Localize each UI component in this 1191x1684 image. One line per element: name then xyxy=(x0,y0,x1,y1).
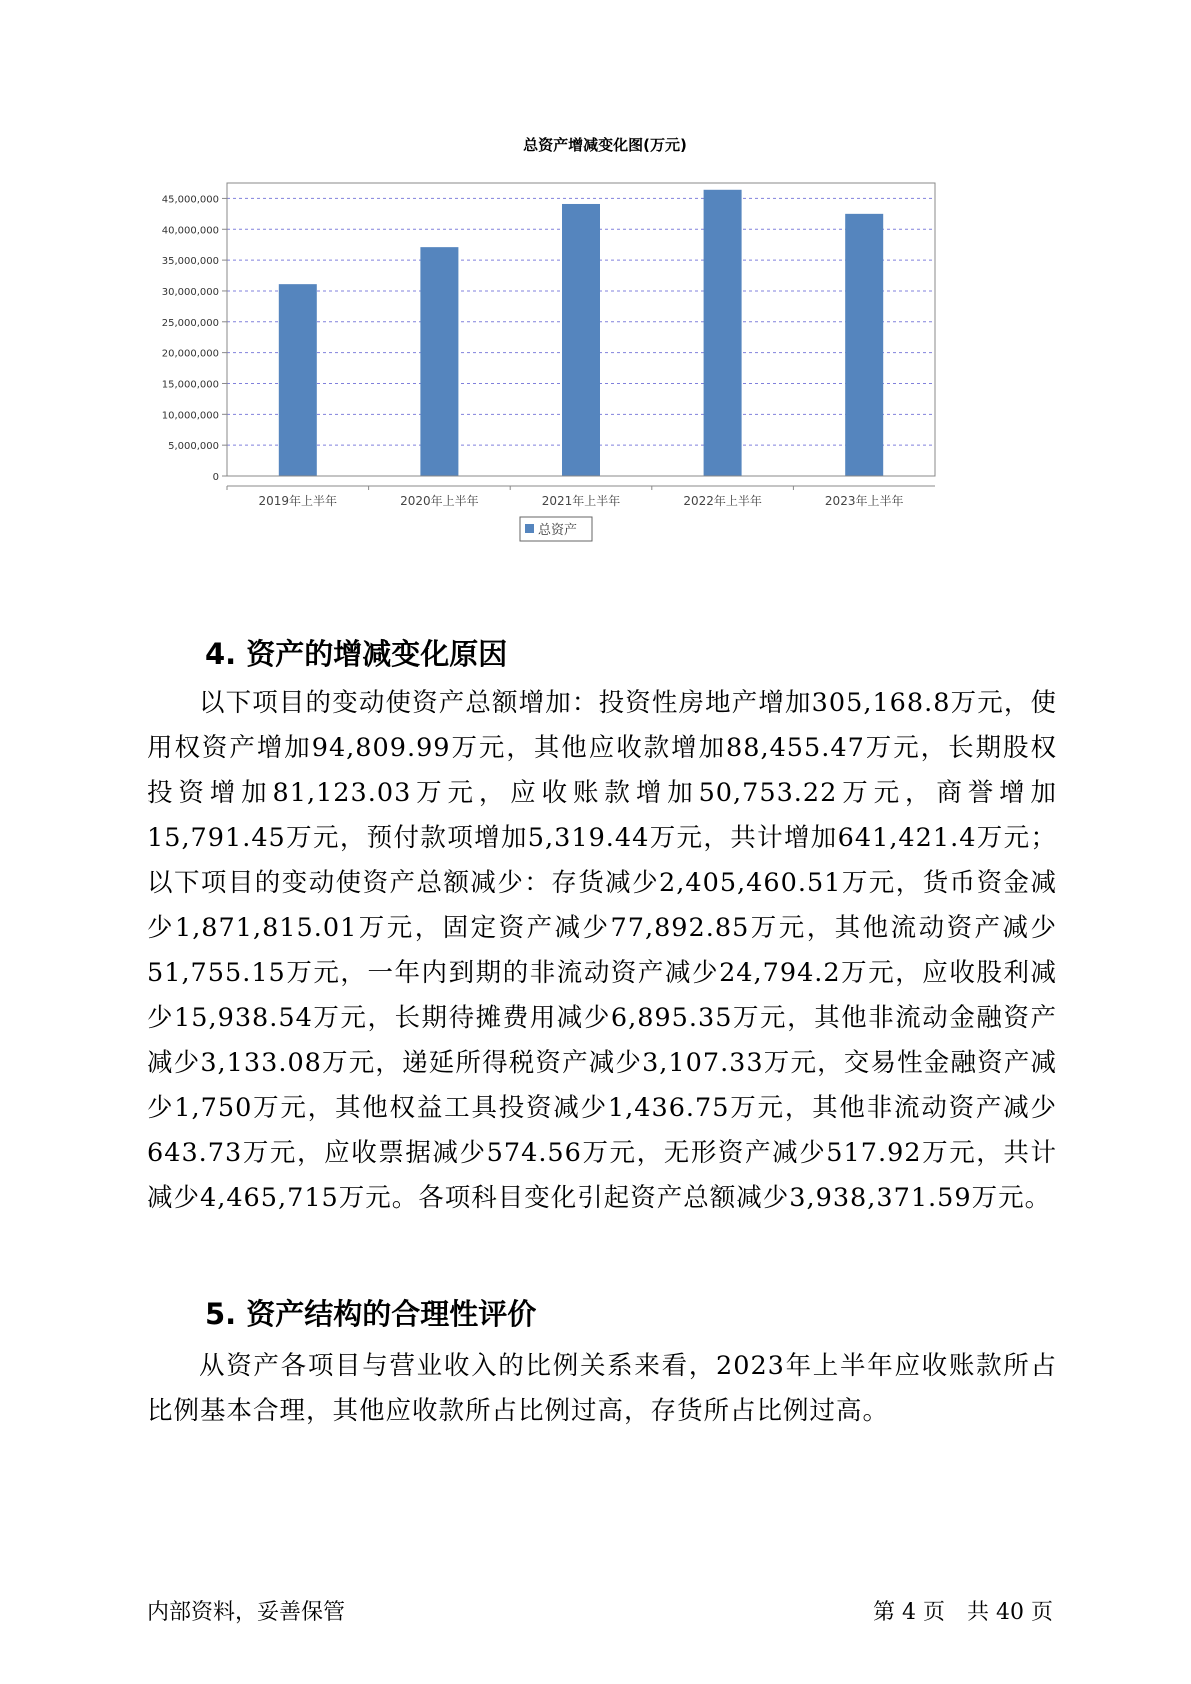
chart-title: 总资产增减变化图(万元) xyxy=(523,136,687,154)
y-tick-label: 35,000,000 xyxy=(161,256,219,268)
x-axis-ticks xyxy=(227,486,903,508)
y-tick-label: 0 xyxy=(212,472,219,483)
y-tick-label: 5,000,000 xyxy=(168,441,219,453)
total-assets-bar-chart xyxy=(130,120,1070,600)
x-tick-label: 2023年上半年 xyxy=(824,494,904,508)
y-tick-label: 20,000,000 xyxy=(161,348,219,360)
bar xyxy=(420,247,458,476)
x-tick-label: 2022年上半年 xyxy=(683,494,762,508)
x-tick-label: 2019年上半年 xyxy=(258,494,338,508)
y-tick-label: 15,000,000 xyxy=(161,379,219,391)
bar xyxy=(704,190,742,476)
legend xyxy=(520,517,592,541)
x-tick-label: 2021年上半年 xyxy=(541,494,621,508)
section-4-heading: 4. 资产的增减变化原因 xyxy=(205,637,508,671)
y-tick-label: 25,000,000 xyxy=(161,317,219,329)
y-tick-label: 10,000,000 xyxy=(161,410,219,422)
footer-page-number: 第 4 页 共 40 页 xyxy=(873,1600,1053,1625)
bar xyxy=(562,204,600,476)
y-tick-label: 30,000,000 xyxy=(161,286,219,298)
bar xyxy=(279,284,317,476)
section-5-paragraph: 从资产各项目与营业收入的比例关系来看，2023年上半年应收账款所占比例基本合理，其他应收款所占比例过高，存货所占比例过高。 xyxy=(147,1351,1057,1426)
section-4-paragraph: 以下项目的变动使资产总额增加：投资性房地产增加305,168.8万元，使用权资产增加94,809.99万元，其他应收款增加88,455.47万元，长期股权投资增加81,123.03万元，应收账款增加50,753.22万元，商誉增加15,791.45万元，预付款项增加5,319.44万元，共计增加641,421.4万元；以下项目的变动使资产总额减少：存货减少2,405,460.51万元，货币资金减少1,871,815.01万元，固定资产减少77,892.85万元，其他流动资产减少51,755.15万元，一年内到期的非流动资产减少24,794.2万元，应收股利减少15,938.54万元，长期待摊费用减少6,895.35万元，其他非流动金融资产减少3,133.08万元，递延所得税资产减少3,107.33万元，交易性金融资产减少1,750万元，其他权益工具投资减少1,436.75万元，其他非流动资产减少643.73万元，应收票据减少574.56万元，无形资产减少517.92万元，共计减少4,465,715万元。各项科目变化引起资产总额减少3,938,371.59万元。 xyxy=(147,688,1057,1213)
legend-label: 总资产 xyxy=(538,523,578,538)
x-tick-label: 2020年上半年 xyxy=(400,494,479,508)
y-axis-ticks xyxy=(162,194,227,483)
bar xyxy=(845,214,883,476)
legend-swatch xyxy=(525,524,534,533)
section-5-heading: 5. 资产结构的合理性评价 xyxy=(205,1297,537,1331)
y-tick-label: 40,000,000 xyxy=(161,225,219,237)
footer-confidential-note: 内部资料，妥善保管 xyxy=(147,1600,346,1625)
y-tick-label: 45,000,000 xyxy=(161,194,219,206)
bars xyxy=(279,190,883,476)
